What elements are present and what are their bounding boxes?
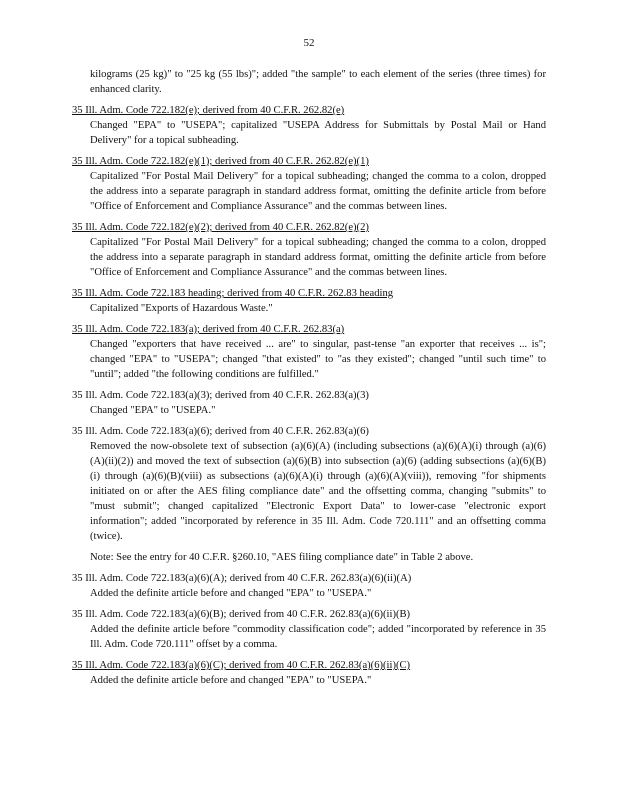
citation-entry xyxy=(72,607,546,652)
citation-entry xyxy=(72,220,546,280)
citation-entry xyxy=(72,103,546,148)
citation-body: Capitalized "Exports of Hazardous Waste." xyxy=(90,303,273,314)
page-content xyxy=(72,67,546,694)
citation-heading: 35 Ill. Adm. Code 722.182(e)(1); derived from 40 C.F.R. 262.82(e)(1) xyxy=(72,156,369,167)
citation-heading: 35 Ill. Adm. Code 722.183(a)(6)(B); derived from 40 C.F.R. 262.83(a)(6)(ii)(B) xyxy=(72,609,411,620)
citation-body: Changed "EPA" to "USEPA"; capitalized "USEPA Address for Submittals by Postal Mail or Hand Delivery" for a topical subheading. xyxy=(90,120,546,146)
citation-entry xyxy=(72,388,546,418)
citation-entry xyxy=(72,154,546,214)
page-number: 52 xyxy=(303,37,315,49)
citation-body: Capitalized "For Postal Mail Delivery" for a topical subheading; changed the comma to a colon, dropped the address into a separate paragraph in standard address format, omitting the definite article from before "Office of Enforcement and Compliance Assurance" and the commas between lines. xyxy=(90,237,546,278)
citation-heading: 35 Ill. Adm. Code 722.183(a)(6)(A); derived from 40 C.F.R. 262.83(a)(6)(ii)(A) xyxy=(72,573,412,584)
continuation-paragraph xyxy=(72,67,546,97)
citation-heading: 35 Ill. Adm. Code 722.183(a)(6); derived from 40 C.F.R. 262.83(a)(6) xyxy=(72,426,369,437)
citation-body: Capitalized "For Postal Mail Delivery" for a topical subheading; changed the comma to a colon, dropped the address into a separate paragraph in standard address format, omitting the definite article from before "Office of Enforcement and Compliance Assurance" and the commas between lines. xyxy=(90,171,546,212)
citation-heading: 35 Ill. Adm. Code 722.183(a)(6)(C); derived from 40 C.F.R. 262.83(a)(6)(ii)(C) xyxy=(72,660,411,671)
citation-body: Changed "exporters that have received ... are" to singular, past-tense "an exporter that receives ... is"; changed "EPA" to "USEPA"; changed "that existed" to "as they existed"; changed "until such time" to "until"; added "the following conditions are fulfilled." xyxy=(90,339,546,380)
entries-list-2 xyxy=(72,571,546,688)
citation-entry xyxy=(72,424,546,544)
citation-heading: 35 Ill. Adm. Code 722.183 heading; derived from 40 C.F.R. 262.83 heading xyxy=(72,288,394,299)
entries-list xyxy=(72,103,546,544)
citation-entry xyxy=(72,571,546,601)
continuation-text: kilograms (25 kg)" to "25 kg (55 lbs)"; added "the sample" to each element of the series (three times) for enhanced clarity. xyxy=(90,69,546,95)
note: Note: See the entry for 40 C.F.R. §260.10, "AES filing compliance date" in Table 2 above. xyxy=(90,552,474,563)
citation-heading: 35 Ill. Adm. Code 722.183(a); derived from 40 C.F.R. 262.83(a) xyxy=(72,324,345,335)
citation-entry xyxy=(72,322,546,382)
citation-body: Added the definite article before and changed "EPA" to "USEPA." xyxy=(90,588,372,599)
citation-entry xyxy=(72,286,546,316)
citation-body: Added the definite article before and changed "EPA" to "USEPA." xyxy=(90,675,372,686)
citation-entry xyxy=(72,658,546,688)
citation-body: Removed the now-obsolete text of subsection (a)(6)(A) (including subsections (a)(6)(A)(i) through (a)(6)(A)(ii)(2)) and moved the text of subsection (a)(6)(B) into subsection (a)(6) (adding subsections (a)(6)(B)(i) through (a)(6)(B)(viii) as subsections (a)(6)(A)(i) through (a)(6)(A)(viii)), removing "for shipments initiated on or after the AES filing compliance date" and the offsetting comma, changing "submits" to "must submit"; changed capitalized "Electronic Export Data" to lower-case "electronic export information"; added "incorporated by reference in 35 Ill. Adm. Code 720.111" and an offsetting comma (twice). xyxy=(90,441,546,542)
citation-heading: 35 Ill. Adm. Code 722.182(e)(2); derived from 40 C.F.R. 262.82(e)(2) xyxy=(72,222,369,233)
citation-body: Added the definite article before "commodity classification code"; added "incorporated by reference in 35 Ill. Adm. Code 720.111" offset by a comma. xyxy=(90,624,546,650)
citation-body: Changed "EPA" to "USEPA." xyxy=(90,405,216,416)
citation-heading: 35 Ill. Adm. Code 722.182(e); derived from 40 C.F.R. 262.82(e) xyxy=(72,105,345,116)
citation-heading: 35 Ill. Adm. Code 722.183(a)(3); derived from 40 C.F.R. 262.83(a)(3) xyxy=(72,390,369,401)
